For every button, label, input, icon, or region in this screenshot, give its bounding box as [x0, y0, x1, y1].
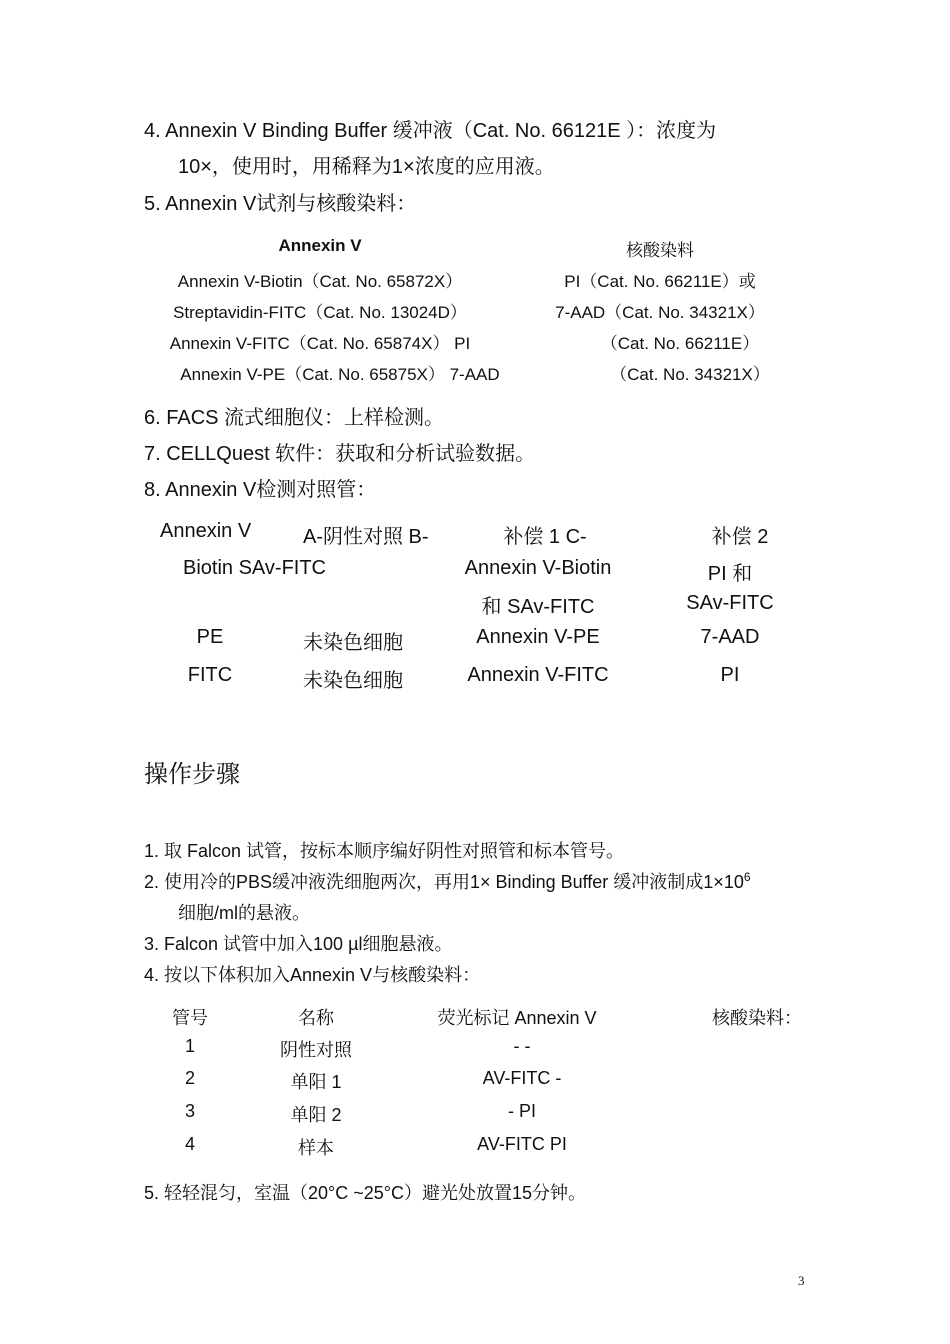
- table3-no: 4: [184, 1134, 195, 1154]
- table3-name: 单阳 1: [290, 1072, 342, 1092]
- table3-header: 荧光标记 Annexin V: [437, 1008, 597, 1028]
- table3-name: 单阳 2: [290, 1105, 342, 1125]
- table3-header: 名称: [298, 1008, 334, 1028]
- item6: 6. FACS 流式细胞仪：上样检测。: [144, 407, 445, 429]
- table2-cell: 未染色细胞: [303, 632, 403, 654]
- item5: 5. Annexin V试剂与核酸染料：: [144, 193, 417, 215]
- table3-no: 2: [184, 1068, 195, 1088]
- table2-cell: Annexin V: [160, 520, 252, 542]
- table3-av: AV-FITC PI: [477, 1134, 567, 1154]
- table2-cell: Biotin SAv-FITC: [183, 557, 326, 579]
- table2-cell: 补偿 1 C-: [503, 526, 587, 548]
- table1-row-right: （Cat. No. 66211E）: [600, 334, 760, 353]
- table1-row-left: Annexin V-FITC（Cat. No. 65874X） PI: [169, 334, 471, 353]
- item7: 7. CELLQuest 软件：获取和分析试验数据。: [144, 443, 536, 465]
- table3-header: 管号: [172, 1008, 208, 1028]
- table2-cell: Annexin V-FITC: [467, 664, 609, 686]
- section-heading: 操作步骤: [144, 761, 240, 788]
- table1-row-left: Annexin V-PE（Cat. No. 65875X） 7-AAD: [180, 365, 500, 384]
- table3-name: 样本: [298, 1138, 334, 1158]
- item4-line2: 10×，使用时，用稀释为1×浓度的应用液。: [178, 156, 555, 178]
- table2-cell: 7-AAD: [700, 626, 760, 648]
- step3: 3. Falcon 试管中加入100 µl细胞悬液。: [144, 934, 453, 954]
- step4: 4. 按以下体积加入Annexin V与核酸染料：: [144, 965, 481, 985]
- table2-cell: 和 SAv-FITC: [481, 596, 595, 618]
- table2-cell: PE: [196, 626, 224, 648]
- table3-av: - -: [513, 1036, 531, 1056]
- table3-name: 阴性对照: [280, 1040, 352, 1060]
- table3-header: 核酸染料：: [712, 1008, 802, 1028]
- step1: 1. 取 Falcon 试管，按标本顺序编好阴性对照管和标本管号。: [144, 841, 625, 861]
- table3-no: 3: [184, 1101, 195, 1121]
- table2-cell: SAv-FITC: [686, 592, 774, 614]
- table2-cell: FITC: [187, 664, 233, 686]
- table2-cell: 未染色细胞: [303, 670, 403, 692]
- item8: 8. Annexin V检测对照管：: [144, 479, 377, 501]
- table1-row-right: 7-AAD（Cat. No. 34321X）: [555, 303, 765, 322]
- table1-head-dye: 核酸染料: [626, 241, 694, 260]
- step2-line1: 2. 使用冷的PBS缓冲液洗细胞两次，再用1× Binding Buffer 缓冲液制成$1\times 10^6$: [144, 870, 751, 892]
- table1-row-left: Annexin V-Biotin（Cat. No. 65872X）: [177, 272, 463, 291]
- table2-cell: A-阴性对照 B-: [303, 526, 429, 548]
- exponent: 6: [743, 870, 751, 884]
- table3-no: 1: [184, 1036, 195, 1056]
- step2-line2: 细胞/ml的悬液。: [178, 903, 310, 923]
- table2-cell: Annexin V-Biotin: [464, 557, 612, 579]
- table3-av: AV-FITC -: [482, 1068, 562, 1088]
- page-number: 3: [798, 1273, 805, 1288]
- step5: 5. 轻轻混匀，室温（20°C ~25°C）避光处放置15分钟。: [144, 1183, 586, 1203]
- table1-row-right: PI（Cat. No. 66211E）或: [564, 272, 756, 291]
- table1-row-left: Streptavidin-FITC（Cat. No. 13024D）: [173, 303, 467, 322]
- table1-row-right: （Cat. No. 34321X）: [610, 365, 770, 384]
- table2-cell: Annexin V-PE: [476, 626, 600, 648]
- item4-line1: 4. Annexin V Binding Buffer 缓冲液（Cat. No. 66121E ）：浓度为: [144, 120, 717, 142]
- table3-av: - PI: [507, 1101, 536, 1121]
- table1-head-annexin: Annexin V: [278, 236, 362, 255]
- table2-cell: PI: [720, 664, 740, 686]
- table2-cell: 补偿 2: [711, 526, 769, 548]
- table2-cell: PI 和: [707, 563, 753, 585]
